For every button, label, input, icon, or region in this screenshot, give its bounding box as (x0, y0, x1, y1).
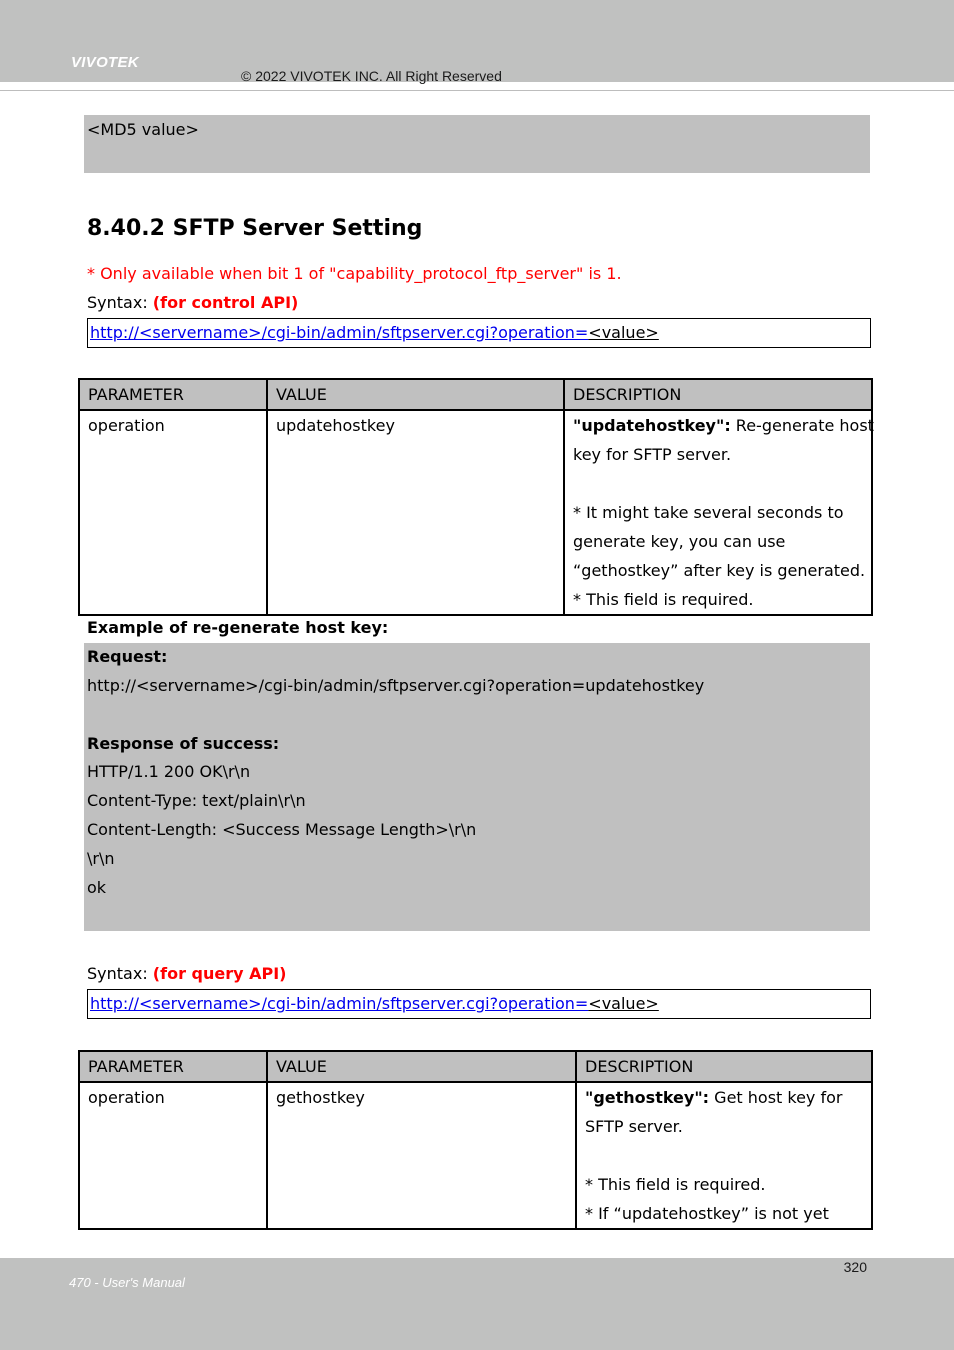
header-divider (0, 90, 954, 91)
query-url-value: <value> (588, 994, 659, 1013)
manual-label: 470 - User's Manual (69, 1275, 185, 1290)
header-description: DESCRIPTION (576, 1051, 872, 1082)
query-param-table (78, 1050, 873, 1230)
desc-line: * This field is required. (573, 590, 754, 609)
table-row (79, 1082, 872, 1229)
header-parameter: PARAMETER (79, 1051, 267, 1082)
syntax-type: (for query API) (152, 964, 287, 983)
syntax-label: Syntax: (87, 293, 153, 312)
control-param-table (78, 378, 873, 616)
cell-value: gethostkey (267, 1082, 576, 1229)
response-line: Content-Type: text/plain\r\n (87, 791, 306, 810)
cell-parameter: operation (79, 410, 267, 615)
header-value: VALUE (267, 379, 564, 410)
brand-logo: VIVOTEK (71, 54, 139, 71)
availability-note: * Only available when bit 1 of "capability_protocol_ftp_server" is 1. (87, 264, 622, 283)
query-url-box (87, 989, 871, 1019)
header-value: VALUE (267, 1051, 576, 1082)
control-syntax-line (87, 293, 298, 312)
desc-line: * If “updatehostkey” is not yet (585, 1204, 829, 1223)
response-line: \r\n (87, 849, 115, 868)
desc-line: * This field is required. (585, 1175, 766, 1194)
page-footer (0, 1258, 954, 1350)
desc-text: Get host key for (709, 1088, 843, 1107)
response-line: Content-Length: <Success Message Length>\r\n (87, 820, 477, 839)
response-line: ok (87, 878, 107, 897)
control-url-value: <value> (588, 323, 659, 342)
table-row (79, 410, 872, 615)
header-description: DESCRIPTION (564, 379, 872, 410)
page-number: 320 (843, 1259, 867, 1275)
desc-text: Re-generate host (730, 416, 874, 435)
desc-key: "gethostkey": (585, 1088, 710, 1107)
desc-line: generate key, you can use (573, 532, 786, 551)
example-title: Example of re-generate host key: (87, 618, 389, 637)
request-url: http://<servername>/cgi-bin/admin/sftpserver.cgi?operation=updatehostkey (87, 676, 705, 695)
response-label: Response of success: (87, 734, 280, 753)
desc-line: * It might take several seconds to (573, 503, 844, 522)
desc-line: SFTP server. (585, 1117, 683, 1136)
table-header-row (79, 1051, 872, 1082)
section-heading: 8.40.2 SFTP Server Setting (87, 216, 423, 241)
cell-parameter: operation (79, 1082, 267, 1229)
md5-value-box (84, 115, 870, 173)
request-label: Request: (87, 647, 168, 666)
copyright-text: © 2022 VIVOTEK INC. All Right Reserved (241, 68, 502, 84)
syntax-label: Syntax: (87, 964, 153, 983)
syntax-type: (for control API) (152, 293, 299, 312)
desc-line: “gethostkey” after key is generated. (573, 561, 866, 580)
md5-value-text: <MD5 value> (87, 120, 199, 139)
response-line: HTTP/1.1 200 OK\r\n (87, 762, 251, 781)
desc-line: key for SFTP server. (573, 445, 732, 464)
query-syntax-line (87, 964, 286, 983)
control-url-box (87, 318, 871, 348)
control-url-link[interactable]: http://<servername>/cgi-bin/admin/sftpserver.cgi?operation= (90, 323, 589, 342)
table-header-row (79, 379, 872, 410)
desc-key: "updatehostkey": (573, 416, 731, 435)
cell-description (564, 410, 872, 615)
cell-description (576, 1082, 872, 1229)
query-url-link[interactable]: http://<servername>/cgi-bin/admin/sftpserver.cgi?operation= (90, 994, 589, 1013)
cell-value: updatehostkey (267, 410, 564, 615)
header-parameter: PARAMETER (79, 379, 267, 410)
